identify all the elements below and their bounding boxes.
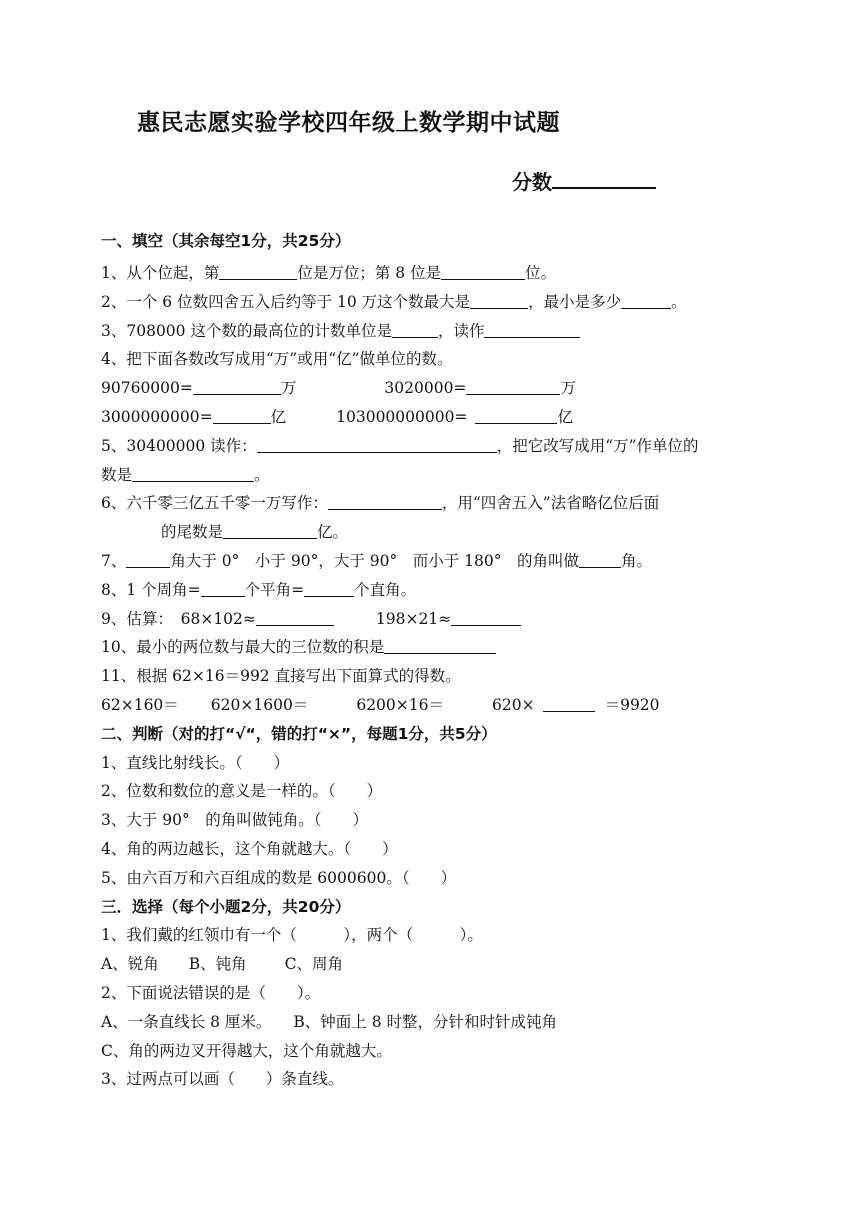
answer-blank[interactable] xyxy=(257,435,497,453)
choice-question-2: 2、下面说法错误的是（ ）。 xyxy=(101,983,321,1002)
q1-11-text-a: 62×160＝ xyxy=(101,695,179,714)
score-field xyxy=(512,166,656,195)
answer-blank[interactable] xyxy=(484,320,580,338)
q1-1-text-c: 位。 xyxy=(525,264,557,282)
answer-blank[interactable] xyxy=(256,608,334,626)
question-1-6-cont xyxy=(101,518,741,547)
q1-6-text-d: 亿。 xyxy=(317,523,349,542)
option-b[interactable]: B、钝角 xyxy=(188,955,247,974)
answer-blank[interactable] xyxy=(223,521,317,539)
answer-blank[interactable] xyxy=(451,608,521,626)
q1-8-text-c: 个直角。 xyxy=(354,580,417,599)
answer-blank[interactable] xyxy=(579,550,621,568)
q1-10-text: 10、最小的两位数与最大的三位数的积是 xyxy=(101,638,385,657)
q1-8-text-b: 个平角= xyxy=(244,580,305,599)
answer-blank[interactable] xyxy=(475,406,557,424)
q1-7-text-b: 角大于 0° 小于 90°，大于 90° 而小于 180° 的角叫做 xyxy=(170,551,579,570)
q1-4-r1-text-d: 万 xyxy=(560,379,576,398)
question-1-3 xyxy=(101,317,741,346)
q1-1-text-b: 位是万位；第 8 位是 xyxy=(297,264,442,282)
q1-5-text-d: 。 xyxy=(254,465,270,484)
option-a[interactable]: A、一条直线长 8 厘米。 xyxy=(101,1012,272,1031)
q1-9-text-b: 198×21≈ xyxy=(375,609,452,628)
judge-item-4: 4、角的两边越长，这个角就越大。（ ） xyxy=(101,839,398,858)
q1-4-r2-text-c: 103000000000= xyxy=(336,407,468,426)
answer-blank[interactable] xyxy=(304,579,354,597)
section1-heading: 一、填空（其余每空1分，共25分） xyxy=(101,232,351,250)
answer-blank[interactable] xyxy=(328,492,442,510)
question-1-9 xyxy=(101,605,741,634)
q1-4-r1-text-a: 90760000= xyxy=(101,379,193,398)
answer-blank[interactable] xyxy=(201,579,245,597)
option-b[interactable]: B、钟面上 8 时整，分针和时针成钝角 xyxy=(293,1012,558,1031)
judge-item-2: 2、位数和数位的意义是一样的。（ ） xyxy=(101,782,383,801)
question-1-11: 11、根据 62×16＝992 直接写出下面算式的得数。 xyxy=(101,667,461,686)
q1-11-text-b: 620×1600＝ xyxy=(210,695,309,714)
q1-7-text-a: 7、 xyxy=(101,551,127,570)
question-1-5 xyxy=(101,432,741,461)
answer-blank[interactable] xyxy=(621,291,671,309)
choice-question-3: 3、过两点可以画（ ）条直线。 xyxy=(101,1070,344,1089)
choice-options-1 xyxy=(101,950,741,979)
q1-7-text-c: 角。 xyxy=(620,551,652,570)
question-1-11-row xyxy=(101,691,741,720)
score-label: 分数 xyxy=(512,170,552,194)
q1-1-text-a: 1、从个位起，第 xyxy=(101,264,220,282)
q1-5-text-a: 5、30400000 读作： xyxy=(101,436,257,455)
answer-blank[interactable] xyxy=(543,694,595,712)
q1-4-r2-text-b: 亿 xyxy=(270,407,287,426)
q1-11-text-e: ＝9920 xyxy=(604,695,660,714)
question-1-4-row2 xyxy=(101,403,741,432)
q1-4-r2-text-a: 3000000000= xyxy=(101,407,213,426)
exam-content xyxy=(101,223,741,1094)
q1-4-r1-text-c: 3020000= xyxy=(384,379,467,398)
question-1-1 xyxy=(101,259,741,288)
choice-question-1: 1、我们戴的红领巾有一个（ ），两个（ ）。 xyxy=(101,926,483,945)
q1-5-text-c: 数是 xyxy=(101,465,133,484)
answer-blank[interactable] xyxy=(213,406,271,424)
judge-item-5: 5、由六百万和六百组成的数是 6000600。（ ） xyxy=(101,868,457,887)
answer-blank[interactable] xyxy=(466,377,560,395)
answer-blank[interactable] xyxy=(126,550,170,568)
question-1-5-cont xyxy=(101,461,741,490)
score-blank[interactable] xyxy=(552,169,656,189)
q1-2-text-c: 。 xyxy=(671,292,687,311)
q1-11-text-c: 6200×16＝ xyxy=(356,695,444,714)
question-1-7 xyxy=(101,547,741,576)
option-c[interactable]: C、周角 xyxy=(284,955,343,974)
question-1-6 xyxy=(101,489,741,518)
q1-6-text-b: ，用“四舍五入”法省略亿位后面 xyxy=(441,494,660,513)
page-title: 惠民志愿实验学校四年级上数学期中试题 xyxy=(137,110,560,136)
q1-6-text-a: 6、六千零三亿五千零一万写作： xyxy=(101,494,328,513)
q1-11-text-d: 620× xyxy=(492,695,535,714)
question-1-8 xyxy=(101,576,741,605)
judge-item-1: 1、直线比射线长。（ ） xyxy=(101,753,290,772)
answer-blank[interactable] xyxy=(392,320,438,338)
q1-8-text-a: 8、1 个周角= xyxy=(101,580,201,599)
question-1-4-row1 xyxy=(101,374,741,403)
choice-options-2ab xyxy=(101,1008,741,1037)
answer-blank[interactable] xyxy=(384,636,496,654)
choice-option-2c[interactable]: C、角的两边叉开得越大，这个角就越大。 xyxy=(101,1041,392,1060)
q1-6-text-c: 的尾数是 xyxy=(161,523,224,542)
answer-blank[interactable] xyxy=(219,262,297,280)
question-1-10 xyxy=(101,633,741,662)
question-1-2 xyxy=(101,288,741,317)
answer-blank[interactable] xyxy=(441,262,525,280)
answer-blank[interactable] xyxy=(470,291,528,309)
q1-4-r2-text-d: 亿 xyxy=(557,407,573,426)
q1-3-text-a: 3、708000 这个数的最高位的计数单位是 xyxy=(101,321,392,340)
section2-heading: 二、判断（对的打“√“，错的打“×”，每题1分，共5分） xyxy=(101,724,497,743)
answer-blank[interactable] xyxy=(193,377,281,395)
q1-5-text-b: ，把它改写成用“万”作单位的 xyxy=(496,436,699,455)
judge-item-3: 3、大于 90° 的角叫做钝角。（ ） xyxy=(101,811,369,830)
q1-4-r1-text-b: 万 xyxy=(280,379,297,398)
q1-3-text-b: ，读作 xyxy=(437,321,485,340)
q1-2-text-b: ，最小是多少 xyxy=(528,292,622,311)
answer-blank[interactable] xyxy=(132,464,254,482)
q1-9-text-a: 9、估算： 68×102≈ xyxy=(101,609,256,628)
question-1-4: 4、把下面各数改写成用“万”或用“亿”做单位的数。 xyxy=(101,350,453,369)
section3-heading: 三．选择（每个小题2分，共20分） xyxy=(101,897,351,916)
q1-2-text-a: 2、一个 6 位数四舍五入后约等于 10 万这个数最大是 xyxy=(101,292,471,311)
option-a[interactable]: A、锐角 xyxy=(101,955,159,974)
